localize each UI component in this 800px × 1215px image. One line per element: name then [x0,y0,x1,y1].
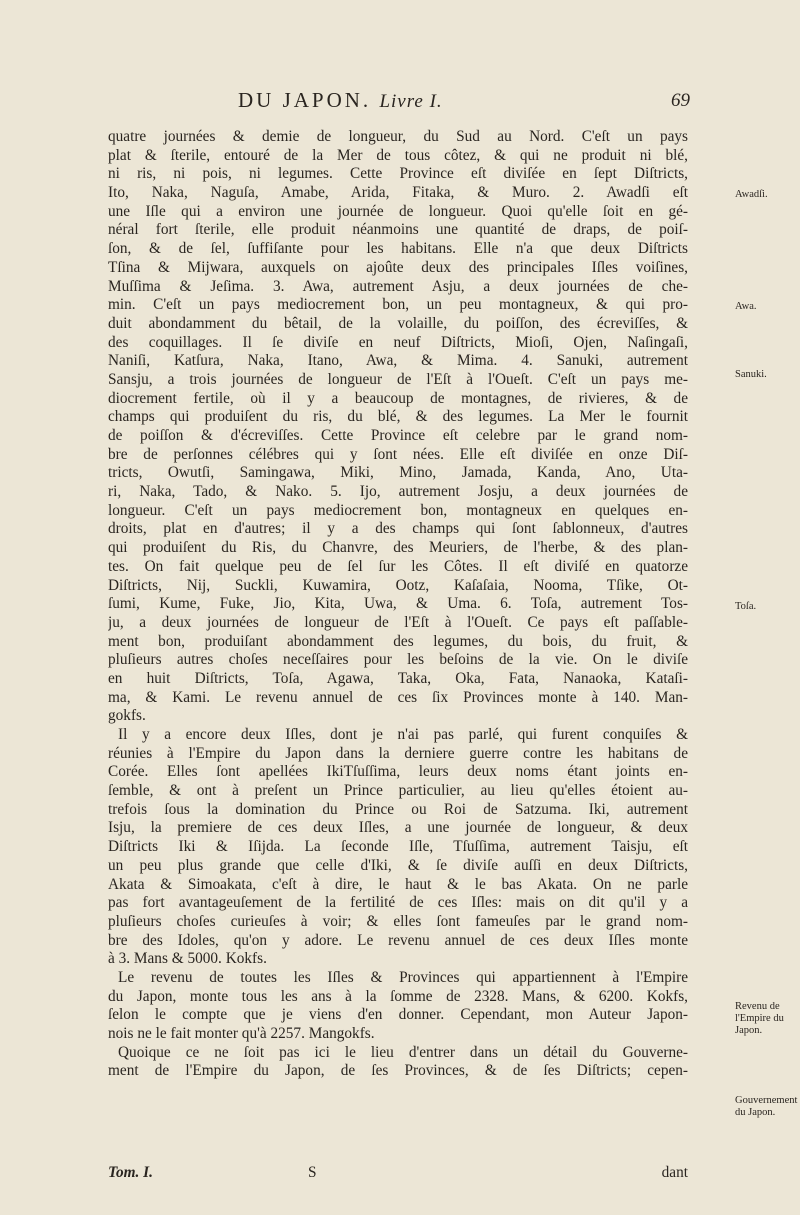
text-line: ſumi, Kume, Fuke, Jio, Kita, Uwa, & Uma. 6. Toſa, autrement Tos- [108,595,688,613]
text-line: duit abondamment du bêtail, de la volaille, du poiſſon, des écreviſſes, & [108,314,688,332]
text-line: Quoique ce ne ſoit pas ici le lieu d'entrer dans un détail du Gouverne- [118,1043,688,1061]
text-line: gokfs. [108,707,146,725]
text-line: ſemble, & ont à preſent un Prince particulier, au lieu qu'elles étoient au- [108,782,688,800]
text-line: pluſieurs autres choſes neceſſaires pour les beſoins de la vie. On le diviſe [108,651,688,669]
tome-label: Tom. I. [108,1164,153,1181]
text-line: Naniſi, Katſura, Naka, Itano, Awa, & Mima. 4. Sanuki, autrement [108,352,688,370]
text-line: néral fort ſterile, elle produit néanmoins une quantité de draps, de poiſ- [108,221,688,239]
running-title-text: DU JAPON. [238,88,372,112]
text-line: longueur. C'eſt un pays mediocrement bon, montagneux en quelques en- [108,501,688,519]
text-line: de poiſſon & d'écreviſſes. Cette Province eſt celebre par le grand nom- [108,427,688,444]
text-line: ſelon le compte que je viens d'en donner. Cependant, mon Auteur Japon- [108,1006,688,1024]
text-line: en huit Diſtricts, Toſa, Agawa, Taka, Oka, Fata, Nanaoka, Kataſi- [108,669,688,687]
text-line: bre de perſonnes célébres qui y ſont nées. Elle eſt diviſée en onze Diſ- [108,445,688,463]
text-line: min. C'eſt un pays mediocrement bon, un peu montagneux, & qui pro- [108,296,688,314]
running-title [238,88,443,113]
page-number: 69 [671,90,690,111]
text-line: Ito, Naka, Naguſa, Amabe, Arida, Fitaka, & Muro. 2. Awadſi eſt [108,184,688,202]
text-line: Diſtricts, Nij, Suckli, Kuwamira, Ootz, Kaſaſaia, Nooma, Tſike, Ot- [108,576,688,594]
margin-note-tosa: Toſa. [735,601,757,612]
margin-note-awa: Awa. [735,301,757,312]
text-line: du Japon, monte tous les ans à la ſomme de 2328. Mans, & 6200. Kokfs, [108,987,688,1005]
text-line: pluſieurs choſes curieuſes à voir; & elles ſont fameuſes par le grand nom- [108,912,688,930]
text-line: réunies à l'Empire du Japon dans la derniere guerre contre les habitans de [108,744,688,762]
text-line: Le revenu de toutes les Iſles & Provinces qui appartiennent à l'Empire [118,968,688,986]
text-line: bre des Idoles, qu'on y adore. Le revenu annuel de ces deux Iſles monte [108,931,688,949]
text-line: Tſina & Mijwara, auxquels on ajoûte deux des principales Iſles voiſines, [108,258,688,276]
signature-mark: S [308,1164,317,1181]
text-line: plat & ſterile, entouré de la Mer de tous côtez, & qui ne produit ni blé, [108,146,688,164]
text-line: ma, & Kami. Le revenu annuel de ces ſix Provinces monte à 140. Man- [108,688,688,706]
text-line: diocrement fertile, où il y a beaucoup de montagnes, de rivieres, & de [108,389,688,407]
text-line: à 3. Mans & 5000. Kokfs. [108,950,267,968]
text-line: champs qui produiſent du ris, du blé, & des legumes. La Mer le fournit [108,408,688,426]
text-line: ment de l'Empire du Japon, de ſes Provinces, & de ſes Diſtricts; cepen- [108,1062,688,1080]
text-line: pas fort avantageuſement de la fertilité de ces Iſles: mais on dit qu'il y a [108,894,688,912]
page-header [108,88,690,118]
text-line: ju, a deux journées de longueur de l'Eſt à l'Oueſt. Ce pays eſt paſſable- [108,613,688,631]
margin-note-sanuki: Sanuki. [735,369,767,380]
text-line: Akata & Simoakata, c'eſt à dire, le haut & le bas Akata. On ne parle [108,875,688,893]
text-line: ment bon, produiſant abondamment des legumes, du bois, du fruit, & [108,632,688,650]
text-line: Sansju, a trois journées de longueur de l'Eſt à l'Oueſt. C'eſt un pays me- [108,370,688,388]
text-line: nois ne le fait monter qu'à 2257. Mangokfs. [108,1025,375,1042]
text-line: Corée. Elles ſont apellées IkiTſuſſima, leurs deux noms étant joints en- [108,763,688,781]
text-line: ſon, & de ſel, ſuffiſante pour les habitans. Elle n'a que deux Diſtricts [108,240,688,258]
signature-line [108,1164,688,1184]
catchword: dant [661,1164,688,1181]
margin-note-revenue: Revenu de l'Empire du Japon. [735,1001,784,1036]
text-line: ni ris, ni pois, ni legumes. Cette Province eſt diviſée en ſept Diſtricts, [108,165,688,183]
body-text [108,128,688,1081]
text-line: tricts, Owutſi, Samingawa, Miki, Mino, Jamada, Kanda, Ano, Uta- [108,464,688,482]
text-line: Diſtricts Iki & Iſijda. La ſeconde Iſle, Tſuſſima, autrement Taisju, eſt [108,838,688,856]
margin-note-awadsi: Awadſi. [735,189,768,200]
text-line: tes. On fait quelque peu de ſel ſur les Côtes. Il eſt diviſé en quatorze [108,557,688,575]
text-line: ri, Naka, Tado, & Nako. 5. Ijo, autrement Josju, a deux journées de [108,483,688,501]
text-line: Il y a encore deux Iſles, dont je n'ai pas parlé, qui furent conquiſes & [118,726,688,743]
text-line: qui produiſent du Ris, du Chanvre, des Meuriers, de l'herbe, & des plan- [108,539,688,557]
text-line: Muſſima & Jeſima. 3. Awa, autrement Asju, a deux journées de che- [108,277,688,295]
margin-note-government: Gouvernement du Japon. [735,1095,798,1118]
book-label: Livre I. [379,91,443,112]
text-line: des coquillages. Il ſe diviſe en neuf Diſtricts, Mioſi, Ojen, Naſingaſi, [108,333,688,351]
text-line: un peu plus grande que celle d'Iki, & ſe diviſe auſſi en deux Diſtricts, [108,856,688,874]
text-line: droits, plat en d'autres; il y a des champs qui ſont ſablonneux, d'autres [108,520,688,538]
text-line: Isju, la premiere de ces deux Iſles, a une journée de longueur, & deux [108,819,688,837]
text-line: une Iſle qui a environ une journée de longueur. Quoi qu'elle ſoit en gé- [108,202,688,220]
text-line: quatre journées & demie de longueur, du Sud au Nord. C'eſt un pays [108,128,688,145]
text-line: trefois ſous la domination du Prince ou Roi de Satzuma. Iki, autrement [108,800,688,818]
